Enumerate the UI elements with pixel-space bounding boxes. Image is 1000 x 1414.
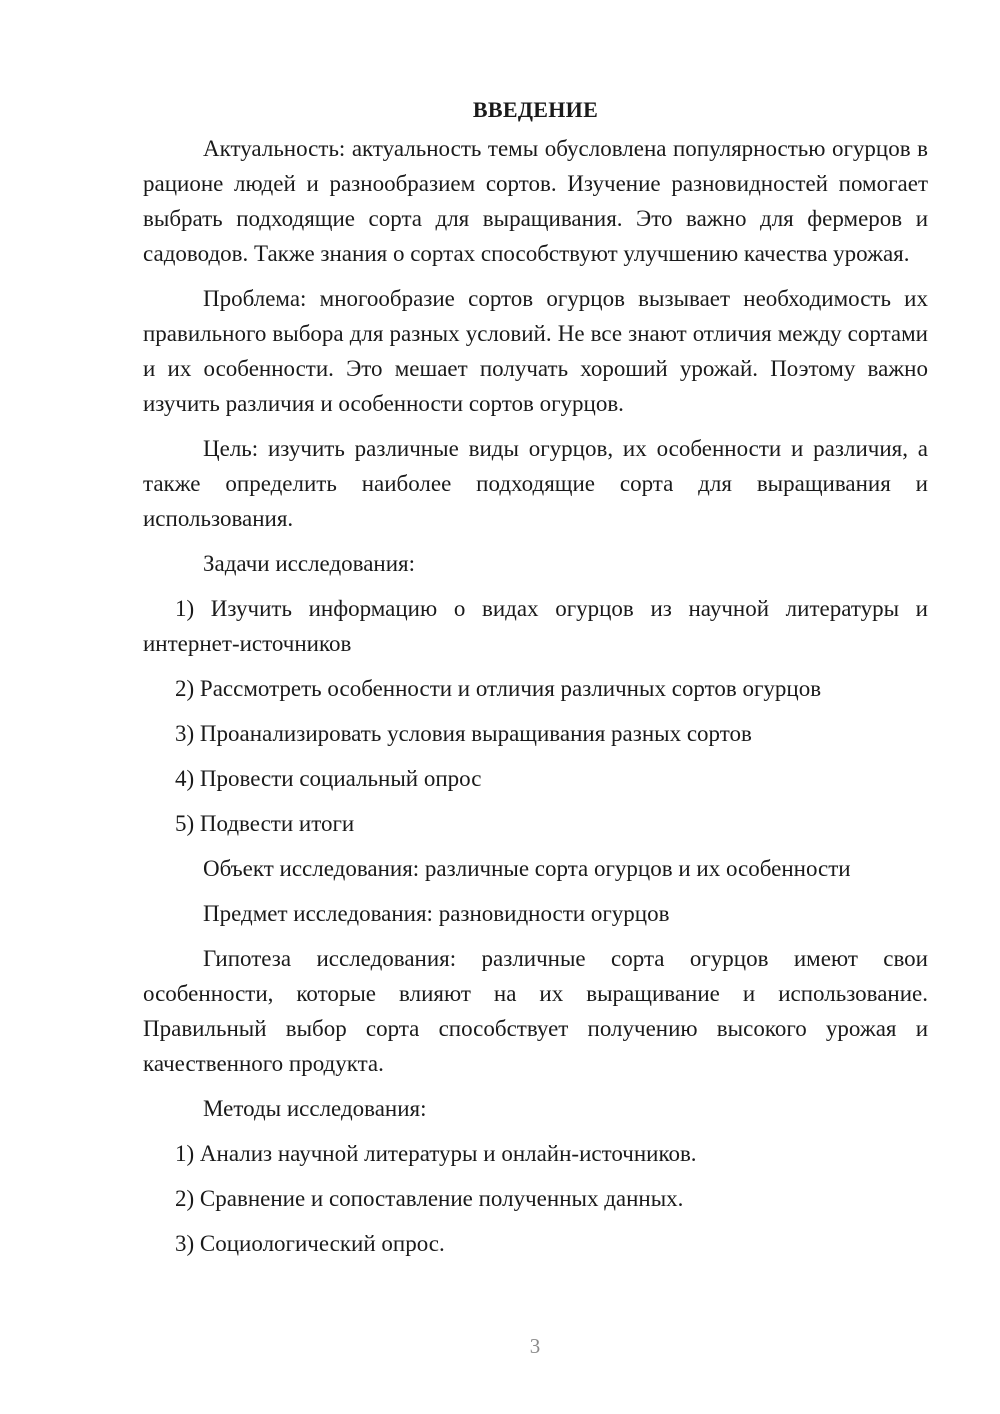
task-item: 1) Изучить информацию о видах огурцов из научной литературы и интернет-источников [143,596,928,656]
methods-heading: Методы исследования: [203,1096,427,1121]
paragraph-problem: Проблема: многообразие сортов огурцов вызывает необходимость их правильного выбора для разных условий. Не все знают отличия между сортами и их особенности. Это мешает получать хороший урожай. Поэтому важно изучить различия и особенности сортов огурцов. [143,286,928,416]
page-content [143,92,928,1261]
page-title: ВВЕДЕНИЕ [472,97,599,122]
method-item: 2) Сравнение и сопоставление полученных данных. [175,1186,684,1211]
paragraph-relevance: Актуальность: актуальность темы обусловлена популярностью огурцов в рационе людей и разнообразием сортов. Изучение разновидностей помогает выбрать подходящие сорта для выращивания. Это важно для фермеров и садоводов. Также знания о сортах способствуют улучшению качества урожая. [143,136,928,266]
paragraph-hypothesis: Гипотеза исследования: различные сорта огурцов имеют свои особенности, которые влияют на их выращивание и использование. Правильный выбор сорта способствует получению высокого урожая и качественного продукта. [143,946,928,1076]
paragraph-subject: Предмет исследования: разновидности огурцов [203,901,670,926]
task-item: 4) Провести социальный опрос [175,766,482,791]
method-item: 1) Анализ научной литературы и онлайн-источников. [175,1141,697,1166]
page-number: 3 [529,1334,541,1358]
paragraph-object: Объект исследования: различные сорта огурцов и их особенности [203,856,851,881]
tasks-heading: Задачи исследования: [203,551,416,576]
task-item: 3) Проанализировать условия выращивания разных сортов [175,721,752,746]
paragraph-goal: Цель: изучить различные виды огурцов, их особенности и различия, а также определить наиболее подходящие сорта для выращивания и использования. [143,436,928,531]
task-item: 5) Подвести итоги [175,811,355,836]
method-item: 3) Социологический опрос. [175,1231,445,1256]
task-item: 2) Рассмотреть особенности и отличия различных сортов огурцов [175,676,822,701]
